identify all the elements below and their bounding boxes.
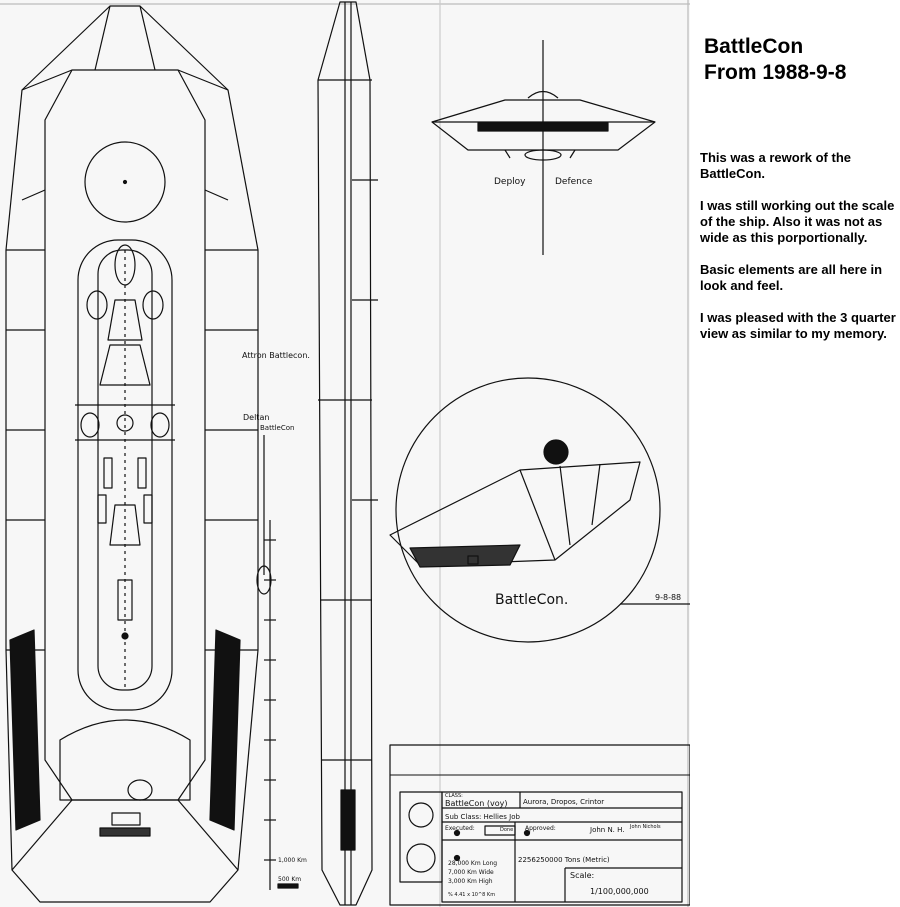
spec-approved-label: Approved:: [525, 825, 556, 832]
deltan-probe: [257, 435, 271, 594]
spec-volume: % 4.41 x 10^8 Km: [448, 892, 496, 898]
top-view-plan: [6, 6, 258, 902]
label-deploy: Deploy: [494, 177, 526, 187]
spec-scale-label: Scale:: [570, 871, 595, 880]
spec-size-wide: 7,000 Km Wide: [448, 869, 494, 876]
label-attron-battlecon: Attron Battlecon.: [242, 351, 310, 360]
description-sidebar: [694, 0, 900, 907]
label-scale-500: 500 Km: [278, 876, 302, 883]
side-view-profile: [318, 2, 378, 905]
label-perspective-caption: BattleCon.: [495, 592, 569, 608]
note-paragraph: Basic elements are all here in look and feel.: [700, 262, 883, 293]
spec-approver: John N. H.: [590, 826, 625, 834]
label-scale-1000: 1,000 Km: [278, 857, 307, 864]
spec-scale-value: 1/100,000,000: [590, 887, 649, 896]
label-deltan: Deltan: [243, 413, 270, 422]
label-defence: Defence: [555, 177, 593, 187]
notes-text: [700, 150, 896, 358]
title-line-2: From 1988-9-8: [704, 61, 847, 84]
spec-allies: Aurora, Dropos, Crintor: [523, 798, 605, 806]
note-paragraph: I was pleased with the 3 quarter view as similar to my memory.: [700, 310, 896, 341]
spec-approver2: John Nichols: [630, 824, 661, 830]
spec-executed-label: Executed:: [445, 825, 475, 832]
page-title: [704, 34, 846, 86]
spec-sub-class: Sub Class: Hellies Job: [445, 813, 520, 821]
drawing-labels: [242, 177, 681, 898]
spec-size-high: 3,000 Km High: [448, 878, 493, 885]
front-view: [432, 40, 655, 255]
spec-class-name: BattleCon (voy): [445, 799, 508, 808]
spec-done-label: Done: [500, 827, 514, 833]
spec-size-long: 28,000 Km Long: [448, 860, 498, 867]
spec-tonnage: 2256250000 Tons (Metric): [518, 856, 610, 864]
label-deltan-battlecon: BattleCon: [260, 424, 295, 432]
note-paragraph: I was still working out the scale of the ship. Also it was not as wide as this porportionally.: [700, 198, 895, 245]
scale-ruler: [264, 520, 298, 890]
spec-class-label: CLASS:: [445, 793, 463, 799]
title-line-1: BattleCon: [704, 35, 804, 58]
label-perspective-date: 9-8-88: [655, 593, 682, 602]
note-paragraph: This was a rework of the BattleCon.: [700, 150, 851, 181]
